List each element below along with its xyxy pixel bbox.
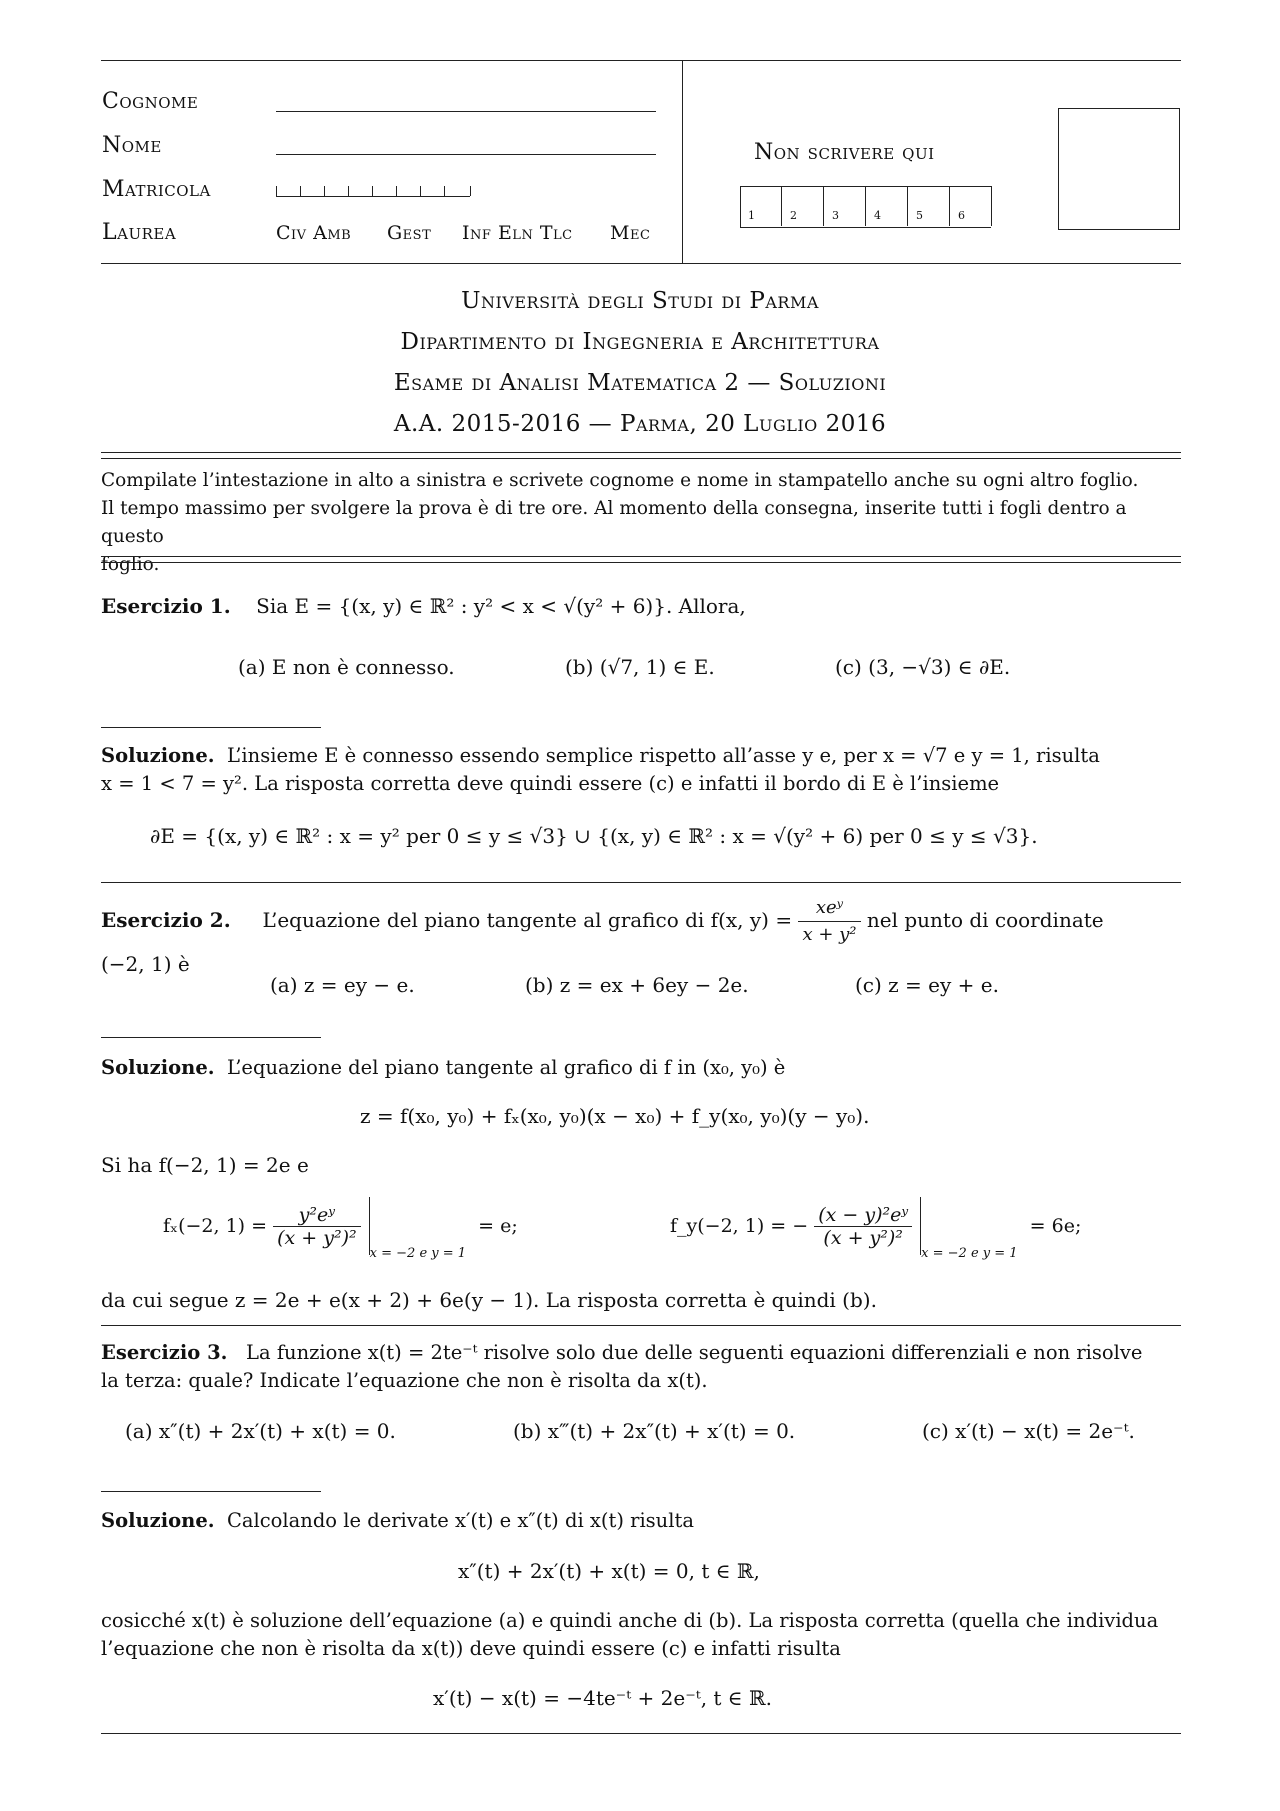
cognome-field[interactable] bbox=[276, 111, 656, 112]
exercise-3-option-c[interactable]: (c) x′(t) − x(t) = 2e⁻ᵗ. bbox=[922, 1419, 1135, 1443]
laurea-option-inf[interactable]: Inf Eln Tlc bbox=[462, 222, 573, 244]
answer-separator bbox=[101, 727, 321, 728]
score-cell: 2 bbox=[782, 186, 824, 226]
non-scrivere-label: Non scrivere qui bbox=[754, 140, 935, 165]
exercise-1-boundary-formula: ∂E = {(x, y) ∈ ℝ² : x = y² per 0 ≤ y ≤ √3} ∪ {(x, y) ∈ ℝ² : x = √(y² + 6) per 0 ≤ y ≤ √3}. bbox=[150, 824, 1038, 848]
exercise-2-point: (−2, 1) è bbox=[101, 952, 190, 976]
exercise-1-option-a[interactable]: (a) E non è connesso. bbox=[238, 655, 455, 679]
nome-label: Nome bbox=[102, 133, 162, 158]
exercise-2-option-a[interactable]: (a) z = ey − e. bbox=[270, 973, 415, 997]
exercise-3-formula-2: x′(t) − x(t) = −4te⁻ᵗ + 2e⁻ᵗ, t ∈ ℝ. bbox=[433, 1686, 772, 1710]
exam-title: Esame di Analisi Matematica 2 — Soluzioni bbox=[393, 370, 887, 396]
header-divider bbox=[682, 60, 683, 263]
exercise-3-statement: Esercizio 3. La funzione x(t) = 2te⁻ᵗ risolve solo due delle seguenti equazioni differenziali e non risolve la terza: quale? Indicate l’equazione che non è risolta da x(t). bbox=[101, 1341, 1143, 1392]
score-cell: 3 bbox=[824, 186, 866, 226]
rule bbox=[101, 882, 1181, 883]
exercise-1-solution: Soluzione. L’insieme E è connesso essendo semplice rispetto all’asse y e, per x = √7 e y = 1, risulta x = 1 < 7 = y². La risposta corretta deve quindi essere (c) e infatti il bordo di E è l’insieme bbox=[101, 744, 1100, 795]
laurea-option-mec[interactable]: Mec bbox=[610, 222, 651, 244]
exercise-2-option-b[interactable]: (b) z = ex + 6ey − 2e. bbox=[525, 973, 749, 997]
answer-separator bbox=[101, 1491, 321, 1492]
exercise-1-option-b[interactable]: (b) (√7, 1) ∈ E. bbox=[565, 655, 715, 679]
score-cell: 5 bbox=[908, 186, 950, 226]
score-cell: 4 bbox=[866, 186, 908, 226]
exam-date: A.A. 2015-2016 — Parma, 20 Luglio 2016 bbox=[393, 411, 887, 437]
exercise-3-formula-1: x″(t) + 2x′(t) + x(t) = 0, t ∈ ℝ, bbox=[458, 1559, 760, 1583]
fx-derivative-formula: fₓ(−2, 1) = $\frac{\text{y²eʸ}}{\text{(x + y²)²}}$ $_{x = -2 e y = 1}$ = e; bbox=[163, 1197, 518, 1261]
exercise-3-option-b[interactable]: (b) x‴(t) + 2x″(t) + x′(t) = 0. bbox=[513, 1419, 796, 1443]
exercise-2-solution-intro: Soluzione. L’equazione del piano tangente al grafico di f in (x₀, y₀) è bbox=[101, 1056, 786, 1079]
score-cell: 6 bbox=[950, 186, 992, 226]
laurea-option-gest[interactable]: Gest bbox=[387, 222, 432, 244]
exercise-2-statement: Esercizio 2. L’equazione del piano tangente al grafico di f(x, y) = $\frac{\text{xeʸ}}{\text{x + y²}}$ nel punto di coordinate bbox=[101, 897, 1104, 945]
instructions: Compilate l’intestazione in alto a sinistra e scrivete cognome e nome in stampatello anche su ogni altro foglio. Il tempo massimo per svolgere la prova è di tre ore. Al momento della consegna, inserite tutti i fogli dentro a questo foglio. bbox=[101, 470, 1139, 575]
rule bbox=[101, 458, 1181, 459]
nome-field[interactable] bbox=[276, 154, 656, 155]
header-top-rule bbox=[101, 60, 1181, 61]
laurea-option-civ-amb[interactable]: Civ Amb bbox=[276, 222, 352, 244]
university-title: Università degli Studi di Parma bbox=[461, 288, 819, 314]
rule bbox=[101, 1325, 1181, 1326]
fy-derivative-formula: f_y(−2, 1) = − $\frac{\text{(x − y)²eʸ}}{\text{(x + y²)²}}$ $_{x = -2 e y = 1}$ = 6e; bbox=[670, 1197, 1081, 1261]
tangent-plane-formula: z = f(x₀, y₀) + fₓ(x₀, y₀)(x − x₀) + f_y(x₀, y₀)(y − y₀). bbox=[360, 1104, 870, 1128]
rule bbox=[101, 452, 1181, 453]
department-title: Dipartimento di Ingegneria e Architettura bbox=[400, 329, 880, 355]
rule bbox=[101, 556, 1181, 557]
exercise-1-statement: Esercizio 1. Sia E = {(x, y) ∈ ℝ² : y² < x < √(y² + 6)}. Allora, bbox=[101, 594, 746, 618]
matricola-label: Matricola bbox=[102, 177, 211, 202]
cognome-label: Cognome bbox=[102, 89, 199, 114]
exercise-2-option-c[interactable]: (c) z = ey + e. bbox=[855, 973, 999, 997]
exercise-1-option-c[interactable]: (c) (3, −√3) ∈ ∂E. bbox=[835, 655, 1011, 679]
exercise-2-solution-line: Si ha f(−2, 1) = 2e e bbox=[101, 1153, 309, 1177]
rule bbox=[101, 562, 1181, 563]
score-total-box bbox=[1058, 108, 1180, 230]
exercise-2-solution-conclusion: da cui segue z = 2e + e(x + 2) + 6e(y − 1). La risposta corretta è quindi (b). bbox=[101, 1288, 877, 1312]
rule bbox=[101, 1733, 1181, 1734]
answer-separator bbox=[101, 1037, 321, 1038]
exercise-3-solution-text: cosicché x(t) è soluzione dell’equazione (a) e quindi anche di (b). La risposta corretta (quella che individua l’equazione che non è risolta da x(t)) deve quindi essere (c) e infatti risulta bbox=[101, 1609, 1159, 1660]
laurea-label: Laurea bbox=[102, 220, 177, 245]
score-cell: 1 bbox=[740, 186, 782, 226]
exercise-3-solution-intro: Soluzione. Calcolando le derivate x′(t) e x″(t) di x(t) risulta bbox=[101, 1509, 694, 1532]
header-bottom-rule bbox=[101, 263, 1181, 264]
exercise-3-option-a[interactable]: (a) x″(t) + 2x′(t) + x(t) = 0. bbox=[125, 1419, 396, 1443]
